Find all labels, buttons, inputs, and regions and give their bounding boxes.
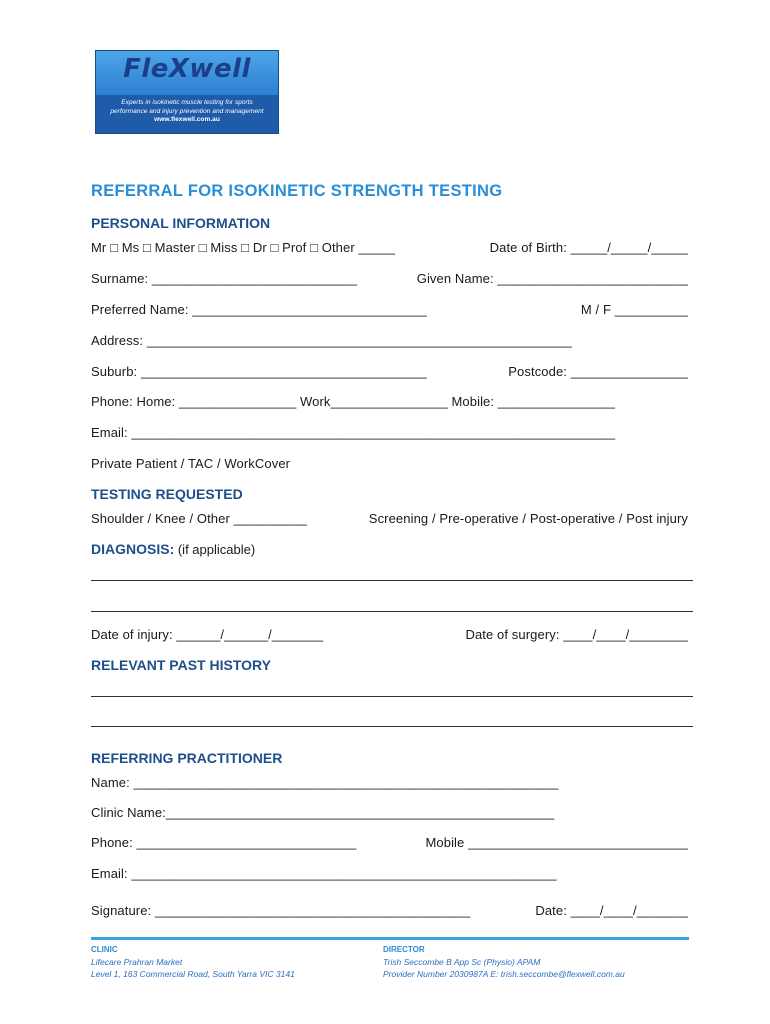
flexwell-logo xyxy=(95,50,279,134)
given-name-field[interactable]: Given Name: __________________________ xyxy=(416,271,688,286)
footer-clinic-line-2: Level 1, 163 Commercial Road, South Yarra VIC 3141 xyxy=(91,969,295,979)
email-field[interactable]: Email: __________________________________________________________________ xyxy=(91,425,616,440)
footer-director-line-1: Trish Seccombe B App Sc (Physio) APAM xyxy=(383,957,541,967)
logo-tagline-1: Experts in isokinetic muscle testing for sports xyxy=(121,99,253,106)
footer-clinic-line-1: Lifecare Prahran Market xyxy=(91,957,183,967)
phone-field[interactable]: Phone: Home: ________________ Work________________ Mobile: ________________ xyxy=(91,394,616,409)
practitioner-mobile-field[interactable]: Mobile ______________________________ xyxy=(425,835,688,850)
address-field[interactable]: Address: __________________________________________________________ xyxy=(91,333,572,348)
footer-director-line-2: Provider Number 2030987A E: trish.seccombe@flexwell.com.au xyxy=(383,969,625,979)
footer-divider xyxy=(91,937,689,940)
diagnosis-label: DIAGNOSIS: xyxy=(91,541,175,557)
practitioner-email-field[interactable]: Email: __________________________________________________________ xyxy=(91,866,557,881)
preferred-name-field[interactable]: Preferred Name: ________________________________ xyxy=(91,302,427,317)
logo-url: www.flexwell.com.au xyxy=(154,116,220,124)
patient-type-field[interactable]: Private Patient / TAC / WorkCover xyxy=(91,456,291,471)
personal-info-heading: PERSONAL INFORMATION xyxy=(91,215,271,231)
surgery-date-field[interactable]: Date of surgery: ____/____/________ xyxy=(465,627,688,642)
signature-field[interactable]: Signature: ___________________________________________ xyxy=(91,903,471,918)
practitioner-phone-field[interactable]: Phone: ______________________________ xyxy=(91,835,357,850)
salutation-field[interactable]: Mr □ Ms □ Master □ Miss □ Dr □ Prof □ Other _____ xyxy=(91,240,396,255)
history-line-1[interactable] xyxy=(91,696,693,697)
footer-clinic-heading: CLINIC xyxy=(91,945,118,954)
form-title: REFERRAL FOR ISOKINETIC STRENGTH TESTING xyxy=(91,182,503,200)
testing-requested-heading: TESTING REQUESTED xyxy=(91,486,243,502)
testing-area-field[interactable]: Shoulder / Knee / Other __________ xyxy=(91,511,307,526)
past-history-heading: RELEVANT PAST HISTORY xyxy=(91,657,271,673)
clinic-name-field[interactable]: Clinic Name:_____________________________________________________ xyxy=(91,805,555,820)
diagnosis-line-2[interactable] xyxy=(91,611,693,612)
dob-field[interactable]: Date of Birth: _____/_____/_____ xyxy=(489,240,688,255)
postcode-field[interactable]: Postcode: ________________ xyxy=(508,364,688,379)
diagnosis-heading xyxy=(91,541,255,557)
diagnosis-line-1[interactable] xyxy=(91,580,693,581)
footer-director-heading: DIRECTOR xyxy=(383,945,425,954)
referring-practitioner-heading: REFERRING PRACTITIONER xyxy=(91,750,283,766)
surname-field[interactable]: Surname: ____________________________ xyxy=(91,271,358,286)
history-line-2[interactable] xyxy=(91,726,693,727)
logo-name: FleXwell xyxy=(123,54,251,84)
suburb-field[interactable]: Suburb: _______________________________________ xyxy=(91,364,427,379)
signature-date-field[interactable]: Date: ____/____/_______ xyxy=(535,903,688,918)
diagnosis-note: (if applicable) xyxy=(174,542,256,557)
practitioner-name-field[interactable]: Name: __________________________________________________________ xyxy=(91,775,559,790)
sex-field[interactable]: M / F __________ xyxy=(580,302,688,317)
logo-tagline-2: performance and injury prevention and management xyxy=(110,107,264,115)
logo-tagline xyxy=(102,99,272,125)
injury-date-field[interactable]: Date of injury: ______/______/_______ xyxy=(91,627,324,642)
testing-type-field[interactable]: Screening / Pre-operative / Post-operative / Post injury xyxy=(368,511,688,526)
